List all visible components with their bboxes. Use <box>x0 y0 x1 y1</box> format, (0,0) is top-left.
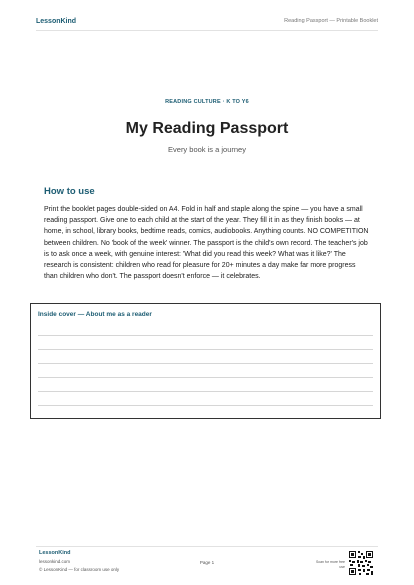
writing-line <box>38 349 373 350</box>
writing-line <box>38 335 373 336</box>
inside-cover-title: Inside cover — About me as a reader <box>38 311 152 318</box>
page-subtitle: Every book is a journey <box>168 145 246 154</box>
footer-brand: LessonKind <box>39 550 71 556</box>
page-title: My Reading Passport <box>125 120 289 137</box>
header-divider <box>36 30 378 31</box>
writing-line <box>38 363 373 364</box>
how-to-use-body: Print the booklet pages double-sided on A4. Fold in half and staple along the spine — you have a small reading passport. Give one to each child at the start of the year. They fill it in as they finish books — at home, in school, library books, bedtime reads, comics, audiobooks. Anything counts. NO COMPETITION between children. No 'book of the week' winner. The passport is the child's own record. The teacher's job is to ask once a week, with genuine interest: 'What did you read this week? What was it like?' The research is consistent: children who read for pleasure for 20+ minutes a day make far more progress than children who don't. The passport doesn't enforce — it celebrates. <box>44 206 369 281</box>
footer-copyright: © LessonKind — for classroom use only <box>39 567 120 572</box>
header-document-label: Reading Passport — Printable Booklet <box>284 18 378 24</box>
header-brand: LessonKind <box>36 17 77 25</box>
how-to-use-heading: How to use <box>44 186 95 197</box>
qr-caption: Scan for more free use <box>316 560 345 569</box>
page-header <box>36 14 378 28</box>
footer-divider <box>36 546 378 547</box>
footer-url: lessonkind.com <box>39 559 71 564</box>
hero-kicker: READING CULTURE · K TO Y6 <box>165 99 249 105</box>
qr-code-icon <box>348 550 374 576</box>
page-number: Page 1 <box>199 560 215 565</box>
writing-line <box>38 405 373 406</box>
inside-cover-box <box>30 303 381 419</box>
writing-line <box>38 377 373 378</box>
writing-line <box>38 391 373 392</box>
